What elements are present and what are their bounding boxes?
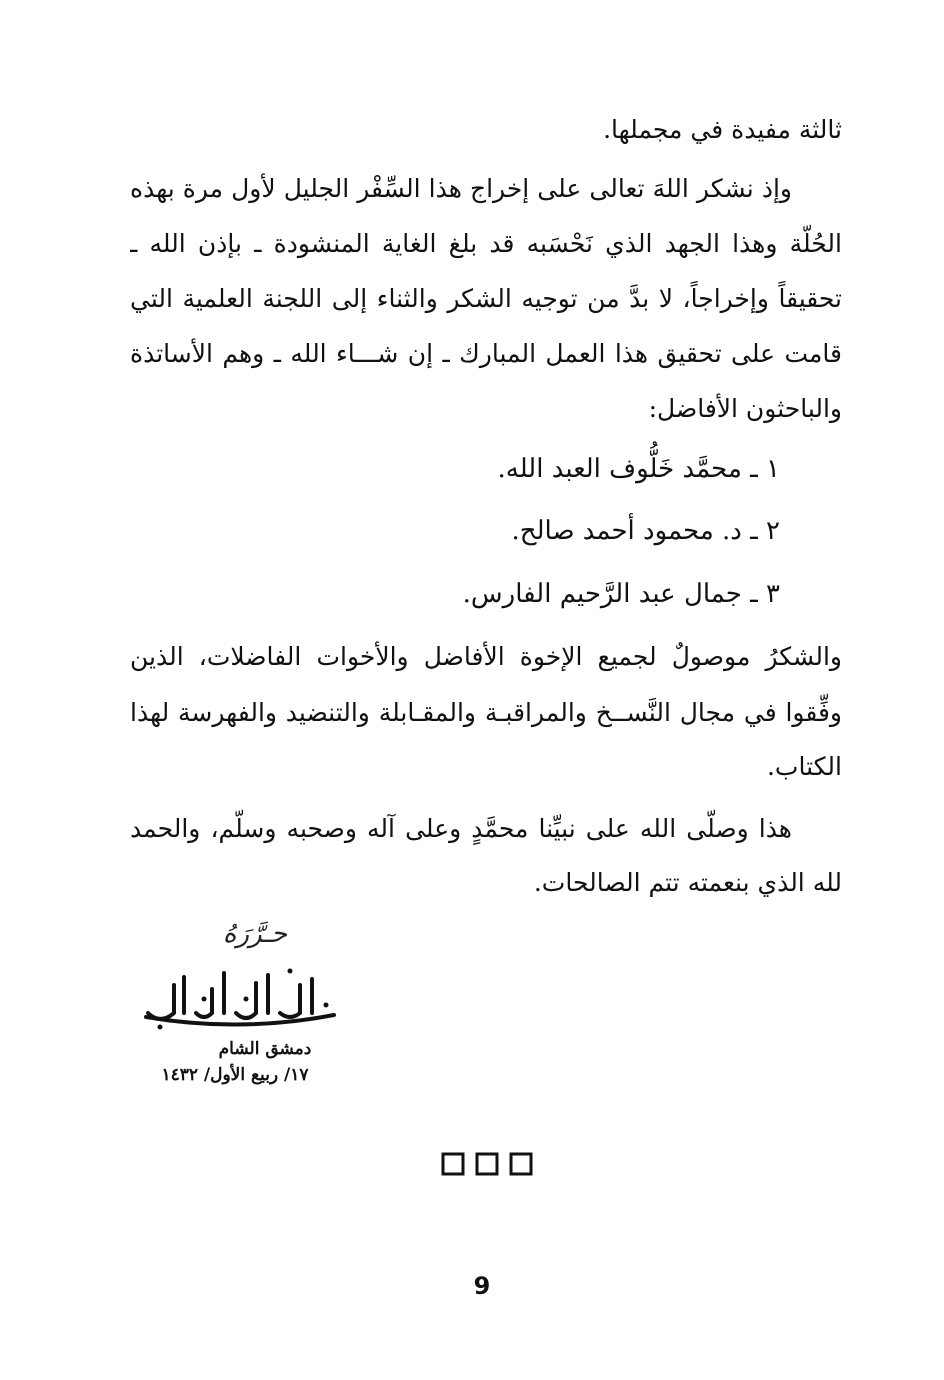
section-end-ornament xyxy=(440,1150,535,1178)
paragraph-4-line-2: لله الذي بنعمته تتم الصالحات. xyxy=(533,868,842,897)
paragraph-1-line-1: ثالثة مفيدة في مجملها. xyxy=(603,115,842,144)
signature-block xyxy=(140,915,340,1095)
paragraph-2-line-2: الحُلَّة وهذا الجهد الذي نَحْسَبه قد بلغ الغاية المنشودة ـ بإذن الله ـ xyxy=(130,229,842,258)
page-number: 9 xyxy=(473,1272,491,1300)
paragraph-2-line-5: والباحثون الأفاضل: xyxy=(648,394,842,423)
signature-calligraphy xyxy=(140,955,340,1035)
committee-member-3: ٣ ـ جمال عبد الرَّحيم الفارس. xyxy=(462,579,780,609)
paragraph-3-line-3: الكتاب. xyxy=(766,752,842,781)
paragraph-2-line-4: قامت على تحقيق هذا العمل المبارك ـ إن شـــاء الله ـ وهم الأساتذة xyxy=(130,339,842,368)
paragraph-2-line-3: تحقيقاً وإخراجاً، لا بدَّ من توجيه الشكر والثناء إلى اللجنة العلمية التي xyxy=(130,284,842,313)
signature-date: ١٧/ ربيع الأول/ ١٤٣٢ xyxy=(161,1065,309,1085)
committee-member-2: ٢ ـ د. محمود أحمد صالح. xyxy=(511,516,780,546)
paragraph-3-line-2: وفِّقوا في مجال النَّســخ والمراقبـة والمقـابلة والتنضيد والفهرسة لهذا xyxy=(130,698,842,727)
paragraph-4-line-1: هذا وصلَّى الله على نبيِّنا محمَّدٍ وعلى آله وصحبه وسلَّم، والحمد xyxy=(130,814,792,843)
committee-member-1: ١ ـ محمَّد خَلُّوف العبد الله. xyxy=(497,454,780,484)
paragraph-2-line-1: وإذ نشكر اللهَ تعالى على إخراج هذا السِّفْر الجليل لأول مرة بهذه xyxy=(130,174,792,203)
paragraph-3-line-1: والشكرُ موصولٌ لجميع الإخوة الأفاضل والأخوات الفاضلات، الذين xyxy=(130,642,842,671)
signature-city: دمشق الشام xyxy=(218,1039,312,1059)
signature-label: حـرَّرَهُ xyxy=(222,919,288,949)
